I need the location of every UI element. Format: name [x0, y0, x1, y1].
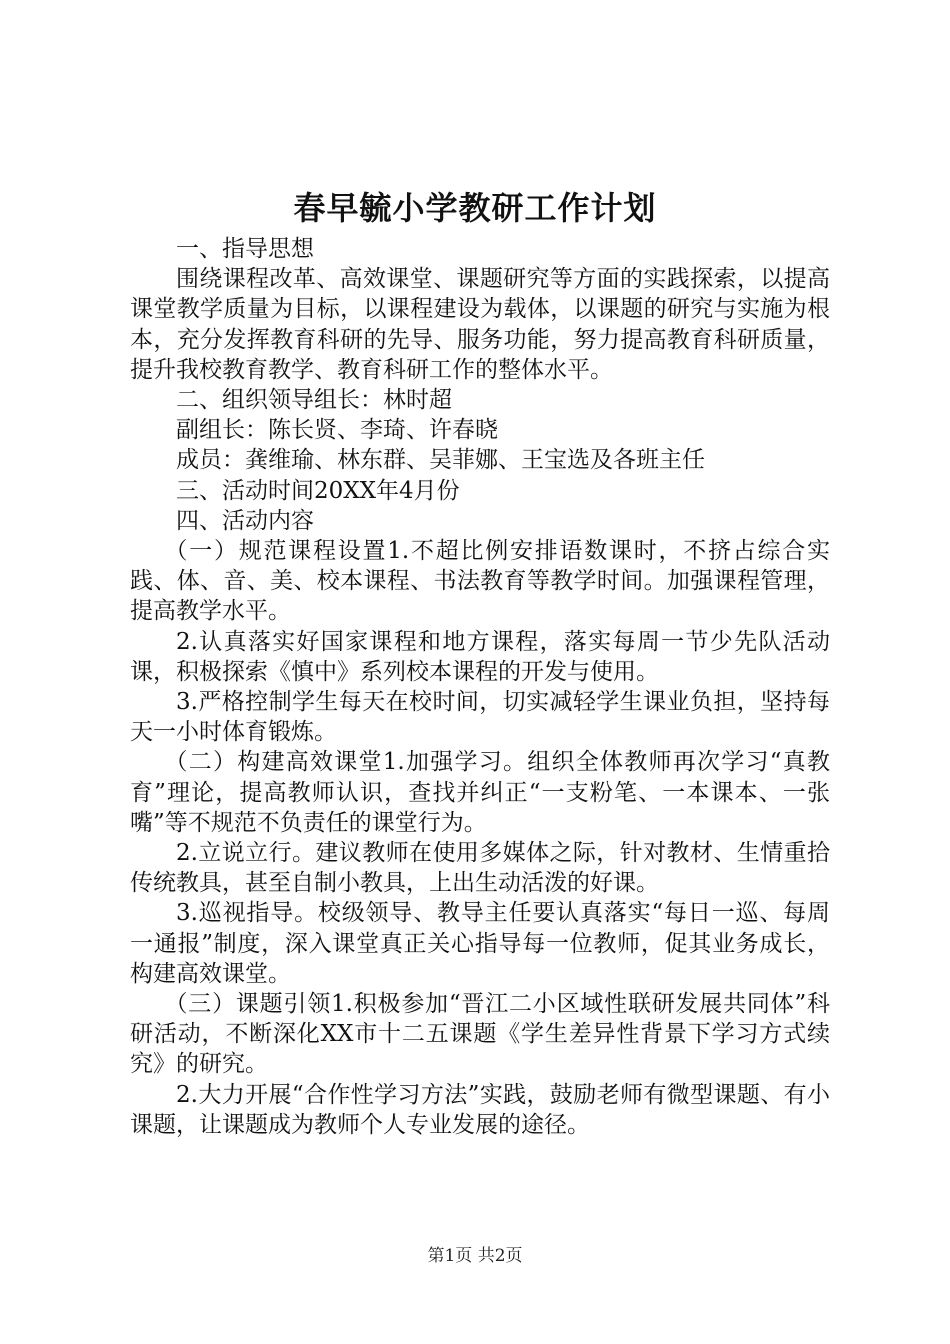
paragraph-6: 三、活动时间20XX年4月份 [176, 477, 460, 504]
page-footer: 第1页 共2页 [427, 1246, 523, 1266]
paragraph-8: （一）规范课程设置1.不超比例安排语数课时，不挤占综合实践、体、音、美、校本课程、书法教育等教学时间。加强课程管理，提高教学水平。 [130, 538, 830, 625]
paragraph-14: （三）课题引领1.积极参加“晋江二小区域性联研发展共同体”科研活动，不断深化XX市十二五课题《学生差异性背景下学习方式续究》的研究。 [130, 991, 830, 1078]
paragraph-7: 四、活动内容 [176, 507, 314, 534]
paragraph-13: 3.巡视指导。校级领导、教导主任要认真落实“每日一巡、每周一通报”制度，深入课堂真正关心指导每一位教师，促其业务成长，构建高效课堂。 [130, 900, 830, 987]
paragraph-10: 3.严格控制学生每天在校时间，切实减轻学生课业负担，坚持每天一小时体育锻炼。 [130, 689, 830, 746]
document-title: 春早毓小学教研工作计划 [293, 189, 657, 227]
paragraph-11: （二）构建高效课堂1.加强学习。组织全体教师再次学习“真教育”理论，提高教师认识，查找并纠正“一支粉笔、一本课本、一张嘴”等不规范不负责任的课堂行为。 [130, 749, 830, 836]
document-body [130, 234, 830, 1140]
paragraph-5: 成员：龚维瑜、林东群、吴菲娜、王宝选及各班主任 [176, 447, 705, 474]
paragraph-1: 一、指导思想 [176, 236, 314, 262]
paragraph-15: 2.大力开展“合作性学习方法”实践，鼓励老师有微型课题、有小课题，让课题成为教师个人专业发展的途径。 [130, 1081, 830, 1138]
paragraph-9: 2.认真落实好国家课程和地方课程，落实每周一节少先队活动课，积极探索《慎中》系列校本课程的开发与使用。 [130, 628, 830, 685]
paragraph-12: 2.立说立行。建议教师在使用多媒体之际，针对教材、生情重拾传统教具，甚至自制小教具，上出生动活泼的好课。 [130, 840, 830, 897]
paragraph-2: 围绕课程改革、高效课堂、课题研究等方面的实践探索，以提高课堂教学质量为目标，以课程建设为载体，以课题的研究与实施为根本，充分发挥教育科研的先导、服务功能，努力提高教育科研质量，提升我校教育教学、教育科研工作的整体水平。 [130, 266, 830, 383]
paragraph-4: 副组长：陈长贤、李琦、许春晓 [176, 417, 498, 444]
paragraph-3: 二、组织领导组长：林时超 [176, 387, 452, 414]
